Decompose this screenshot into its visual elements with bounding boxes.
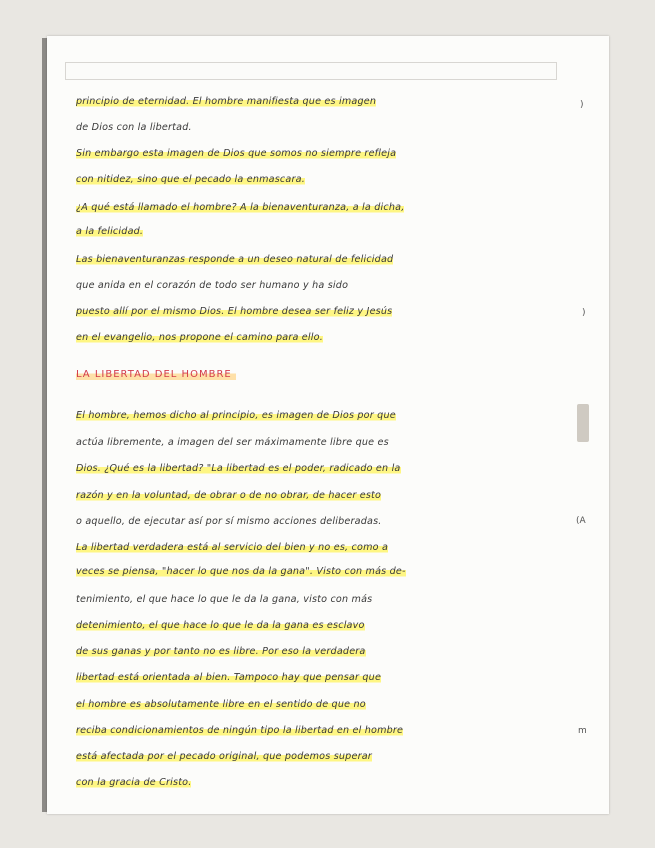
text-line xyxy=(76,725,586,736)
margin-mark: (A xyxy=(576,516,586,526)
text-line xyxy=(76,490,586,501)
text-line xyxy=(76,594,586,605)
text-line-content: ¿A qué está llamado el hombre? A la bienaventuranza, a la dicha, xyxy=(76,202,405,213)
text-line xyxy=(76,306,586,317)
text-line xyxy=(76,148,586,159)
text-line-content: puesto allí por el mismo Dios. El hombre desea ser feliz y Jesús xyxy=(76,306,393,317)
text-line-content: que anida en el corazón de todo ser humano y ha sido xyxy=(76,280,349,291)
text-line xyxy=(76,122,586,133)
text-line-content: con nitidez, sino que el pecado la enmascara. xyxy=(76,174,305,185)
text-line-content: tenimiento, el que hace lo que le da la gana, visto con más xyxy=(76,594,373,605)
text-line xyxy=(76,226,586,237)
text-line-content: en el evangelio, nos propone el camino para ello. xyxy=(76,332,323,343)
text-line xyxy=(76,620,586,631)
text-line xyxy=(76,410,586,421)
text-line-content: o aquello, de ejecutar así por sí mismo acciones deliberadas. xyxy=(76,516,382,527)
text-line-content: Sin embargo esta imagen de Dios que somos no siempre refleja xyxy=(76,148,397,159)
text-line xyxy=(76,96,586,107)
text-line xyxy=(76,280,586,291)
text-line-content: está afectada por el pecado original, que podemos superar xyxy=(76,751,372,762)
text-line-content: Dios. ¿Qué es la libertad? "La libertad es el poder, radicado en la xyxy=(76,463,401,474)
text-line-content: de Dios con la libertad. xyxy=(76,122,192,133)
text-line xyxy=(76,202,586,213)
text-line-content: principio de eternidad. El hombre manifiesta que es imagen xyxy=(76,96,377,107)
text-line-content: libertad está orientada al bien. Tampoco hay que pensar que xyxy=(76,672,382,683)
text-line-content: con la gracia de Cristo. xyxy=(76,777,192,788)
margin-mark: ) xyxy=(580,100,584,110)
section-heading: LA LIBERTAD DEL HOMBRE xyxy=(76,369,236,380)
text-line-content: veces se piensa, "hacer lo que nos da la gana". Visto con más de- xyxy=(76,566,406,577)
header-box xyxy=(65,62,557,80)
text-line-content: El hombre, hemos dicho al principio, es imagen de Dios por que xyxy=(76,410,396,421)
text-line xyxy=(76,542,586,553)
text-line-content: La libertad verdadera está al servicio del bien y no es, como a xyxy=(76,542,389,553)
text-line xyxy=(76,254,586,265)
text-line-content: el hombre es absolutamente libre en el sentido de que no xyxy=(76,699,366,710)
text-line-content: reciba condicionamientos de ningún tipo la libertad en el hombre xyxy=(76,725,404,736)
text-line-content: a la felicidad. xyxy=(76,226,144,237)
text-line-content: Las bienaventuranzas responde a un deseo natural de felicidad xyxy=(76,254,394,265)
margin-mark: ) xyxy=(582,308,586,318)
text-line xyxy=(76,699,586,710)
text-line xyxy=(76,332,586,343)
text-line xyxy=(76,437,586,448)
text-line-content: actúa libremente, a imagen del ser máximamente libre que es xyxy=(76,437,389,448)
text-line-content: detenimiento, el que hace lo que le da la gana es esclavo xyxy=(76,620,365,631)
text-line xyxy=(76,777,586,788)
text-line xyxy=(76,672,586,683)
margin-mark: m xyxy=(578,726,587,736)
text-line-content: razón y en la voluntad, de obrar o de no obrar, de hacer esto xyxy=(76,490,382,501)
text-line xyxy=(76,463,586,474)
text-line xyxy=(76,174,586,185)
text-line-content: de sus ganas y por tanto no es libre. Por eso la verdadera xyxy=(76,646,366,657)
text-line xyxy=(76,646,586,657)
text-line xyxy=(76,751,586,762)
text-line xyxy=(76,516,586,527)
text-line xyxy=(76,566,586,577)
